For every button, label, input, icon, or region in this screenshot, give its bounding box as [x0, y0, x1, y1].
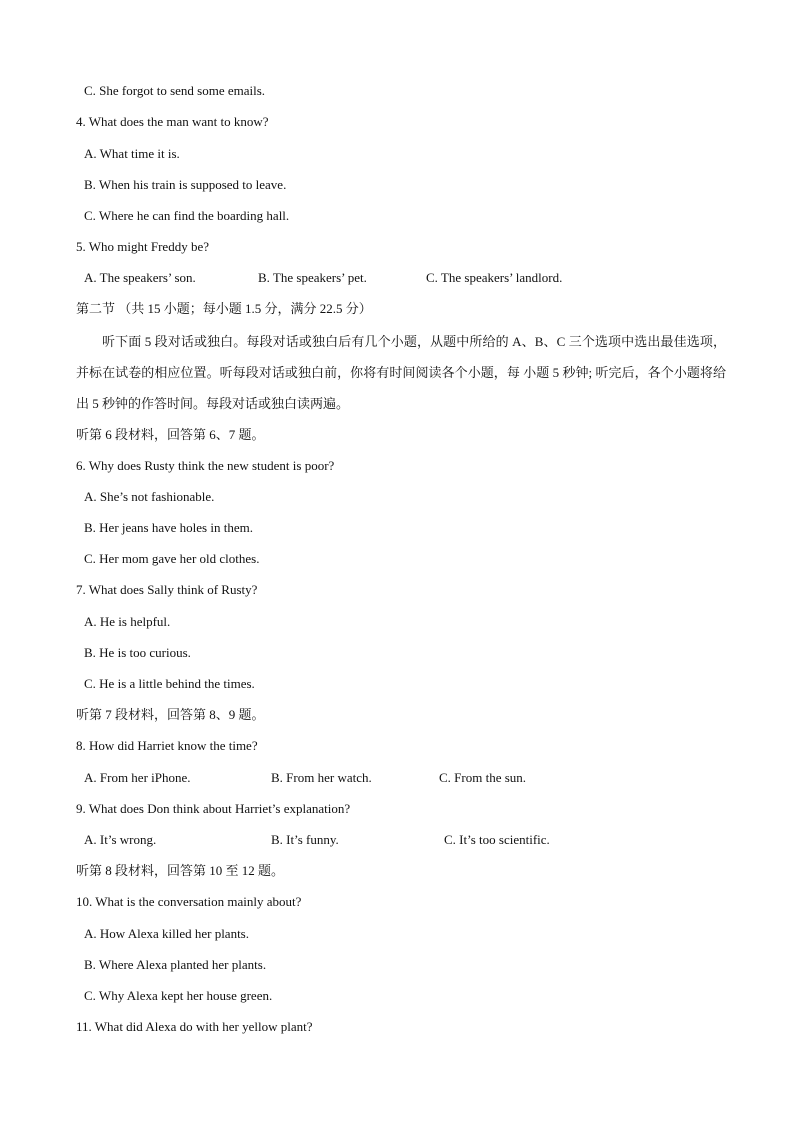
material6-intro: 听第 6 段材料，回答第 6、7 题。 [76, 427, 265, 442]
q8-option-b: B. From her watch. [271, 770, 372, 785]
q7-option-a: A. He is helpful. [84, 614, 171, 629]
q10-option-b: B. Where Alexa planted her plants. [84, 957, 267, 972]
q4-question: 4. What does the man want to know? [76, 114, 269, 129]
q11-question: 11. What did Alexa do with her yellow plant? [76, 1019, 313, 1034]
q3-option-c: C. She forgot to send some emails. [84, 83, 266, 98]
section2-instructions: 听下面 5 段对话或独白。每段对话或独白后有几个小题，从题中所给的 A、B、C 三个选项中选出最佳选项，并标在试卷的相应位置。听每段对话或独白前，你将有时间阅读各个小题，每 小题 5 秒钟; 听完后，各个小题将给出 5 秒钟的作答时间。每段对话或独白读两遍。 [76, 334, 726, 412]
q9-option-a: A. It’s wrong. [84, 832, 157, 847]
q4-option-b: B. When his train is supposed to leave. [84, 177, 287, 192]
section2-heading: 第二节 （共 15 小题；每小题 1.5 分，满分 22.5 分） [76, 301, 372, 316]
q6-option-c: C. Her mom gave her old clothes. [84, 551, 260, 566]
q8-option-a: A. From her iPhone. [84, 770, 191, 785]
q4-option-a: A. What time it is. [84, 146, 180, 161]
q9-question: 9. What does Don think about Harriet’s explanation? [76, 801, 351, 816]
q5-option-b: B. The speakers’ pet. [258, 270, 367, 285]
q10-question: 10. What is the conversation mainly about? [76, 894, 302, 909]
q9-option-b: B. It’s funny. [271, 832, 339, 847]
q6-option-b: B. Her jeans have holes in them. [84, 520, 253, 535]
q10-option-c: C. Why Alexa kept her house green. [84, 988, 273, 1003]
q10-option-a: A. How Alexa killed her plants. [84, 926, 249, 941]
q8-question: 8. How did Harriet know the time? [76, 738, 258, 753]
q4-option-c: C. Where he can find the boarding hall. [84, 208, 290, 223]
q7-question: 7. What does Sally think of Rusty? [76, 582, 258, 597]
q6-option-a: A. She’s not fashionable. [84, 489, 215, 504]
q9-options-row [84, 831, 550, 849]
q7-option-c: C. He is a little behind the times. [84, 676, 255, 691]
q7-option-b: B. He is too curious. [84, 645, 191, 660]
q8-option-c: C. From the sun. [439, 770, 527, 785]
q9-option-c: C. It’s too scientific. [444, 832, 550, 847]
q5-question: 5. Who might Freddy be? [76, 239, 209, 254]
q6-question: 6. Why does Rusty think the new student is poor? [76, 458, 335, 473]
material8-intro: 听第 8 段材料，回答第 10 至 12 题。 [76, 863, 285, 878]
material7-intro: 听第 7 段材料，回答第 8、9 题。 [76, 707, 265, 722]
q5-option-a: A. The speakers’ son. [84, 270, 196, 285]
q5-options-row [84, 269, 562, 287]
q5-option-c: C. The speakers’ landlord. [426, 270, 563, 285]
q8-options-row [84, 769, 526, 787]
